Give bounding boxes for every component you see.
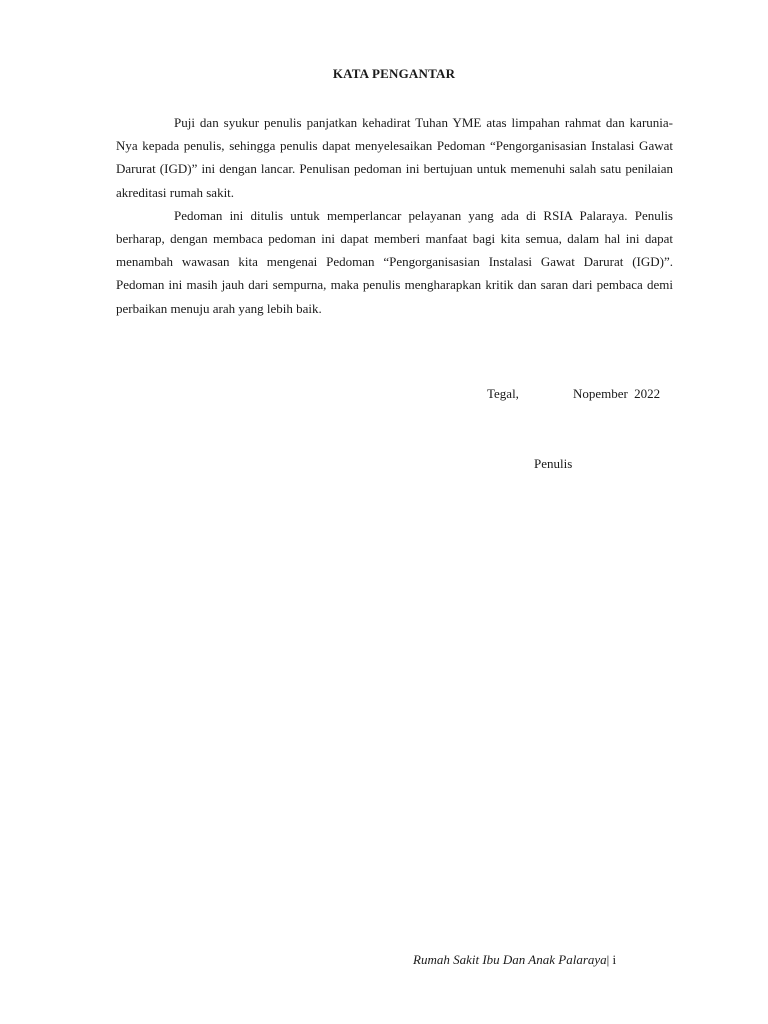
footer-hospital-name: Rumah Sakit Ibu Dan Anak Palaraya xyxy=(413,952,607,967)
footer-separator: | xyxy=(606,952,610,967)
document-body xyxy=(116,111,673,320)
signature-city: Tegal, xyxy=(487,386,519,401)
signature-date: Nopember 2022 xyxy=(573,386,661,401)
paragraph-2: Pedoman ini ditulis untuk memperlancar pelayanan yang ada di RSIA Palaraya. Penulis berharap, dengan membaca pedoman ini dapat memberi manfaat bagi kita semua, dalam hal ini dapat menambah wawasan kita mengenai Pedoman “Pengorganisasian Instalasi Gawat Darurat (IGD)”. Pedoman ini masih jauh dari sempurna, maka penulis mengharapkan kritik dan saran dari pembaca demi perbaikan menuju arah yang lebih baik. xyxy=(116,207,673,316)
page-footer xyxy=(413,952,616,968)
signature-author: Penulis xyxy=(534,456,573,471)
page-title: KATA PENGANTAR xyxy=(332,66,456,81)
paragraph-1: Puji dan syukur penulis panjatkan kehadirat Tuhan YME atas limpahan rahmat dan karunia-Nya kepada penulis, sehingga penulis dapat menyelesaikan Pedoman “Pengorganisasian Instalasi Gawat Darurat (IGD)” ini dengan lancar. Penulisan pedoman ini bertujuan untuk memenuhi salah satu penilaian akreditasi rumah sakit. xyxy=(116,115,673,200)
signature-place-date xyxy=(487,386,660,402)
footer-page-number: i xyxy=(612,952,617,967)
